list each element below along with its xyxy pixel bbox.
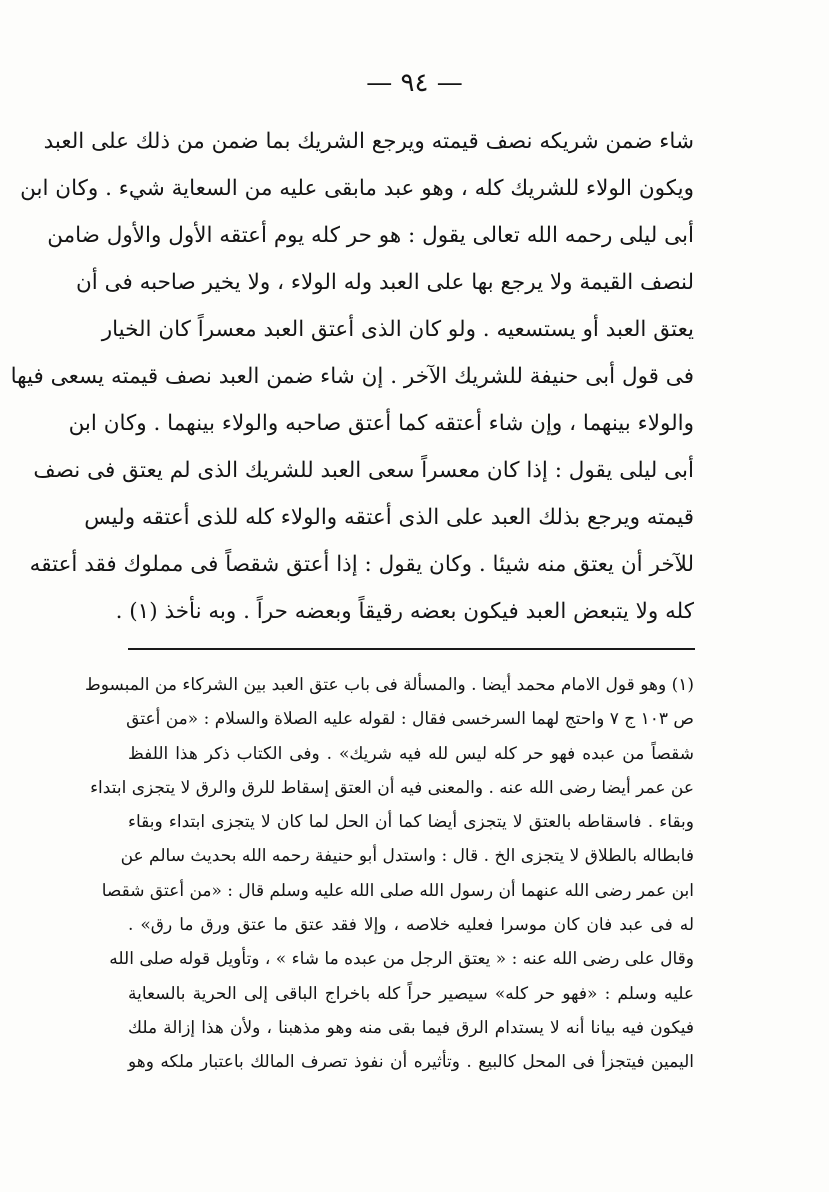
text-line: كله ولا يتبعض العبد فيكون بعضه رقيقاً وبعضه حراً . وبه نأخذ (١) . xyxy=(115,599,694,624)
text-line: شاء ضمن شريكه نصف قيمته ويرجع الشريك بما ضمن من ذلك على العبد xyxy=(43,129,694,154)
footnote-line: فابطاله بالطلاق لا يتجزى الخ . قال : واستدل أبو حنيفة رحمه الله بحديث سالم عن xyxy=(120,846,694,867)
footnote-line: ص ١٠٣ ج ٧ واحتج لهما السرخسى فقال : لقوله عليه الصلاة والسلام : «من أعتق xyxy=(126,709,694,730)
text-line: قيمته ويرجع بذلك العبد على الذى أعتقه والولاء كله للذى أعتقه وليس xyxy=(84,505,694,530)
footnote-line: ابن عمر رضى الله عنهما أن رسول الله صلى الله عليه وسلم قال : «من أعتق شقصا xyxy=(101,880,694,901)
footnote-line: وقال على رضى الله عنه : « يعتق الرجل من عبده ما شاء » ، وتأويل قوله صلى الله xyxy=(109,949,694,970)
footnote-line: عن عمر أيضا رضى الله عنه . والمعنى فيه أن العتق إسقاط للرق والرق لا يتجزى ابتداء xyxy=(90,777,694,798)
footnote-line: وبقاء . فاسقاطه بالعتق لا يتجزى أيضا كما أن الحل لما كان لا يتجزى ابتداء وبقاء xyxy=(128,812,694,833)
text-line: أبى ليلى يقول : إذا كان معسراً سعى العبد للشريك الذى لم يعتق فى نصف xyxy=(33,458,694,483)
footnote-section xyxy=(84,668,694,1080)
footnote-line: اليمين فيتجزأ فى المحل كالبيع . وتأثيره أن نفوذ تصرف المالك باعتبار ملكه وهو xyxy=(128,1052,694,1073)
footnote-line: له فى عبد فان كان موسرا فعليه خلاصه ، وإلا فقد عتق ما عتق ورق ما رق» . xyxy=(128,915,694,936)
page-number: — ٩٤ — xyxy=(366,68,463,98)
text-line: لنصف القيمة ولا يرجع بها على العبد وله الولاء ، ولا يخير صاحبه فى أن xyxy=(76,270,694,295)
text-line: يعتق العبد أو يستسعيه . ولو كان الذى أعتق العبد معسراً كان الخيار xyxy=(101,317,694,342)
footnote-line: (١) وهو قول الامام محمد أيضا . والمسألة فى باب عتق العبد بين الشركاء من المبسوط xyxy=(84,675,694,695)
text-line: ويكون الولاء للشريك كله ، وهو عبد مابقى عليه من السعاية شيء . وكان ابن xyxy=(20,176,694,201)
footnote-divider xyxy=(128,648,695,650)
text-line: فى قول أبى حنيفة للشريك الآخر . إن شاء ضمن العبد نصف قيمته يسعى فيها xyxy=(10,364,694,389)
footnote-line: فيكون فيه بيانا أنه لا يستدام الرق فيما بقى منه وهو مذهبنا ، ولأن هذا إزالة ملك xyxy=(128,1017,694,1038)
footnote-line: عليه وسلم : «فهو حر كله» سيصير حراً كله باخراج الباقى إلى الحرية بالسعاية xyxy=(128,983,694,1004)
main-text-body xyxy=(10,118,694,635)
text-line: والولاء بينهما ، وإن شاء أعتقه كما أعتق صاحبه والولاء بينهما . وكان ابن xyxy=(68,411,694,436)
text-line: للآخر أن يعتق منه شيئا . وكان يقول : إذا أعتق شقصاً فى مملوك فقد أعتقه xyxy=(29,552,694,577)
footnote-line: شقصاً من عبده فهو حر كله ليس لله فيه شريك» . وفى الكتاب ذكر هذا اللفظ xyxy=(128,743,694,764)
text-line: أبى ليلى رحمه الله تعالى يقول : هو حر كله يوم أعتقه الأول والأول ضامن xyxy=(47,223,694,248)
